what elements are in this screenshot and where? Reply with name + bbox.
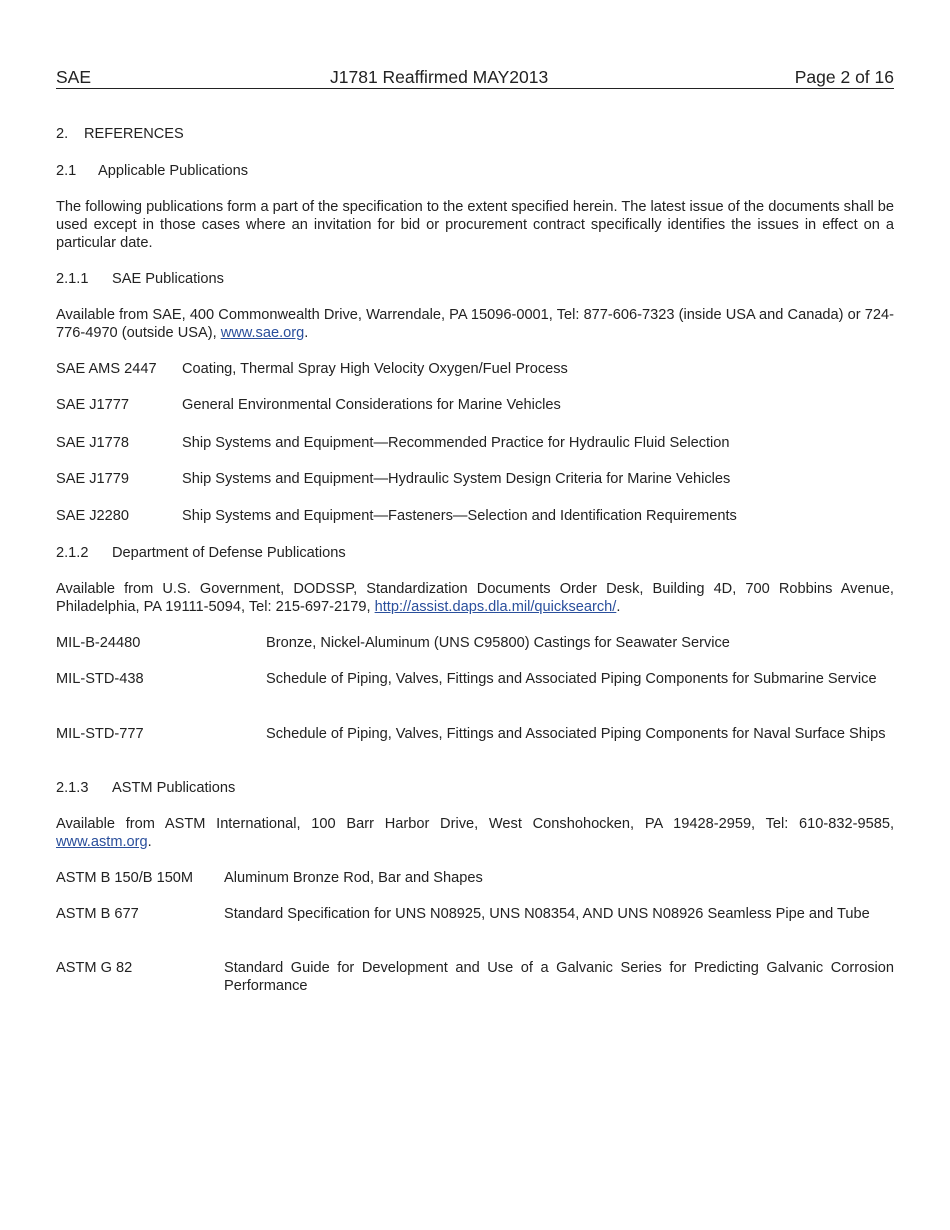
reference-title: Aluminum Bronze Rod, Bar and Shapes	[224, 870, 483, 886]
subsection-title: Applicable Publications	[98, 163, 249, 179]
reference-title: General Environmental Considerations for Marine Vehicles	[182, 397, 561, 413]
reference-id: SAE J1778	[56, 435, 130, 451]
reference-id: SAE AMS 2447	[56, 361, 157, 377]
subsection-number: 2.1.3	[56, 780, 89, 796]
page-header	[56, 66, 894, 89]
subsection-number: 2.1	[56, 163, 77, 179]
section-title: REFERENCES	[84, 126, 184, 142]
header-doc-id: J1781 Reaffirmed MAY2013	[330, 67, 549, 87]
reference-title: Schedule of Piping, Valves, Fittings and Associated Piping Components for Naval Surface Ships	[266, 726, 886, 742]
reference-id: ASTM B 150/B 150M	[56, 870, 194, 886]
availability-text: Available from ASTM International, 100 Barr Harbor Drive, West Conshohocken, PA 19428-2959, Tel: 610-832-9585,	[56, 816, 894, 832]
reference-title: Standard Guide for Development and Use of a Galvanic Series for Predicting Galvanic Corrosion Performance	[224, 960, 894, 994]
availability-text: Available from SAE, 400 Commonwealth Drive, Warrendale, PA 15096-0001, Tel: 877-606-7323 (inside USA and Canada) or 724-776-4970 (outside USA),	[56, 307, 894, 341]
subsection-heading-dod-publications	[56, 544, 894, 562]
reference-title: Schedule of Piping, Valves, Fittings and Associated Piping Components for Submarine Service	[266, 671, 877, 687]
reference-title: Ship Systems and Equipment—Recommended Practice for Hydraulic Fluid Selection	[182, 435, 730, 451]
reference-id: MIL-STD-777	[56, 726, 144, 742]
subsection-title: ASTM Publications	[112, 780, 236, 796]
reference-id: SAE J1777	[56, 397, 130, 413]
subsection-number: 2.1.2	[56, 545, 89, 561]
section-heading-references	[56, 125, 894, 143]
astm-availability-paragraph: Available from ASTM International, 100 Barr Harbor Drive, West Conshohocken, PA 19428-2959, Tel: 610-832-9585, www.astm.org.	[56, 816, 894, 850]
assist-quicksearch-link[interactable]: http://assist.daps.dla.mil/quicksearch/	[374, 599, 617, 615]
availability-text: Available from U.S. Government, DODSSP, Standardization Documents Order Desk, Building 4D, 700 Robbins Avenue, Philadelphia, PA 19111-5094, Tel: 215-697-2179,	[56, 581, 894, 615]
subsection-title: Department of Defense Publications	[112, 545, 346, 561]
reference-id: MIL-B-24480	[56, 635, 141, 651]
reference-title: Bronze, Nickel-Aluminum (UNS C95800) Castings for Seawater Service	[266, 635, 730, 651]
header-org: SAE	[56, 67, 92, 87]
reference-title: Ship Systems and Equipment—Fasteners—Selection and Identification Requirements	[182, 508, 737, 524]
section-number: 2.	[56, 126, 69, 142]
subsection-title: SAE Publications	[112, 271, 224, 287]
subsection-heading-astm-publications	[56, 779, 894, 797]
reference-title: Coating, Thermal Spray High Velocity Oxygen/Fuel Process	[182, 361, 568, 377]
reference-id: ASTM G 82	[56, 960, 133, 976]
reference-title: Ship Systems and Equipment—Hydraulic System Design Criteria for Marine Vehicles	[182, 471, 731, 487]
header-page-number: Page 2 of 16	[794, 67, 894, 87]
subsection-heading-applicable-publications	[56, 162, 894, 180]
subsection-heading-sae-publications	[56, 270, 894, 288]
reference-title: Standard Specification for UNS N08925, UNS N08354, AND UNS N08926 Seamless Pipe and Tube	[224, 906, 870, 922]
sae-availability-paragraph: Available from SAE, 400 Commonwealth Drive, Warrendale, PA 15096-0001, Tel: 877-606-7323 (inside USA and Canada) or 724-776-4970 (outside USA), www.sae.org.	[56, 307, 894, 341]
astm-website-link[interactable]: www.astm.org	[56, 834, 148, 850]
sae-website-link[interactable]: www.sae.org	[220, 325, 305, 341]
dod-availability-paragraph: Available from U.S. Government, DODSSP, Standardization Documents Order Desk, Building 4D, 700 Robbins Avenue, Philadelphia, PA 19111-5094, Tel: 215-697-2179, http://assist.daps.dla.mil/quicksearch/.	[56, 581, 894, 615]
reference-id: ASTM B 677	[56, 906, 139, 922]
reference-id: SAE J2280	[56, 508, 130, 524]
subsection-number: 2.1.1	[56, 271, 89, 287]
reference-id: SAE J1779	[56, 471, 130, 487]
reference-id: MIL-STD-438	[56, 671, 144, 687]
applicable-publications-paragraph: The following publications form a part of the specification to the extent specified herein. The latest issue of the documents shall be used except in those cases where an invitation for bid or procurement contract specifically identifies the issues in effect on a particular date.	[56, 199, 894, 251]
